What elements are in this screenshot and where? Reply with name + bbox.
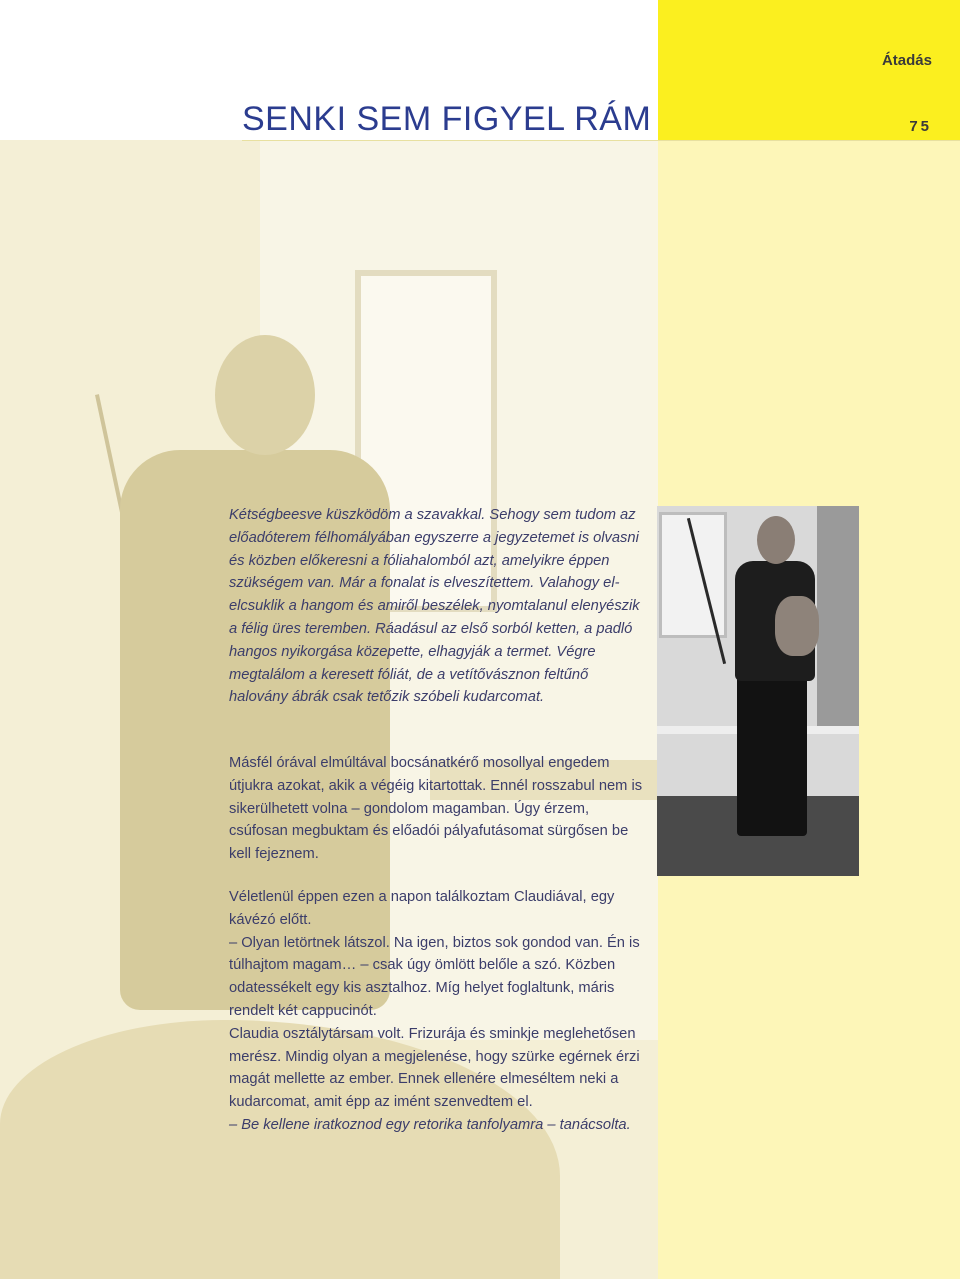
paragraph-line: – Be kellene iratkoznod egy retorika tanfolyamra – tanácsolta. bbox=[229, 1116, 631, 1133]
paragraph-line: – Olyan letörtnek látszol. Na igen, biztos sok gondod van. Én is túlhajtom magam… – csak úgy ömlött belőle a szó. Közben odatessékelt egy kis asztalhoz. Míg helyet foglaltunk, máris rendelt két cappucinót. bbox=[229, 934, 640, 1019]
inset-lecturer-head bbox=[757, 516, 795, 564]
paragraph-text: Másfél órával elmúltával bocsánatkérő mosollyal engedem útjukra azokat, akik a végéig kitartottak. Ennél rosszabul nem is sikerülhetett volna – gondolom magamban. Úgy érzem, csúfosan megbuktam és előadói pályafutásomat sürgősen be kell fejeznem. bbox=[229, 755, 643, 863]
page-number: 75 bbox=[909, 118, 932, 135]
photo-lecturer-head bbox=[215, 335, 315, 455]
paragraph-aftermath bbox=[229, 752, 649, 866]
paragraph-claudia bbox=[229, 886, 649, 1137]
paragraph-line: Claudia osztálytársam volt. Frizurája és sminkje meglehetősen merész. Mindig olyan a megjelenése, hogy szürke egérnek érzi magát mellette az ember. Ennek ellenére elmeséltem neki a kudarcomat, amit épp az imént szenvedtem el. bbox=[229, 1025, 640, 1111]
page-title: SENKI SEM FIGYEL RÁM bbox=[242, 100, 652, 138]
paragraph-intro bbox=[229, 504, 649, 709]
inset-bag bbox=[775, 596, 819, 656]
inset-screen bbox=[817, 506, 859, 726]
paragraph-text: Kétségbeesve küszködöm a szavakkal. Sehogy sem tudom az előadóterem félhomályában egyszerre a jegyzetemet is olvasni és közben előkeresni a fóliahalomból azt, amelyikre éppen szükségem van. Már a fonalat is elveszítettem. Valahogy el-elcsuklik a hangom és amiről beszélek, nyomtalanul elenyészik a félig üres teremben. Ráadásul az első sorból ketten, a padló hangos nyikorgása közepette, elhagyják a termet. Végre megtalálom a keresett fóliát, de a vetítővásznon feltűnő halovány ábrák csak tetőzik szóbeli kudarcomat. bbox=[229, 507, 640, 706]
inset-lecturer-photo bbox=[657, 506, 859, 876]
section-label: Átadás bbox=[881, 52, 932, 69]
inset-lecturer-legs bbox=[737, 676, 807, 836]
paragraph-line: Véletlenül éppen ezen a napon találkoztam Claudiával, egy kávézó előtt. bbox=[229, 889, 615, 928]
title-divider bbox=[242, 140, 960, 141]
